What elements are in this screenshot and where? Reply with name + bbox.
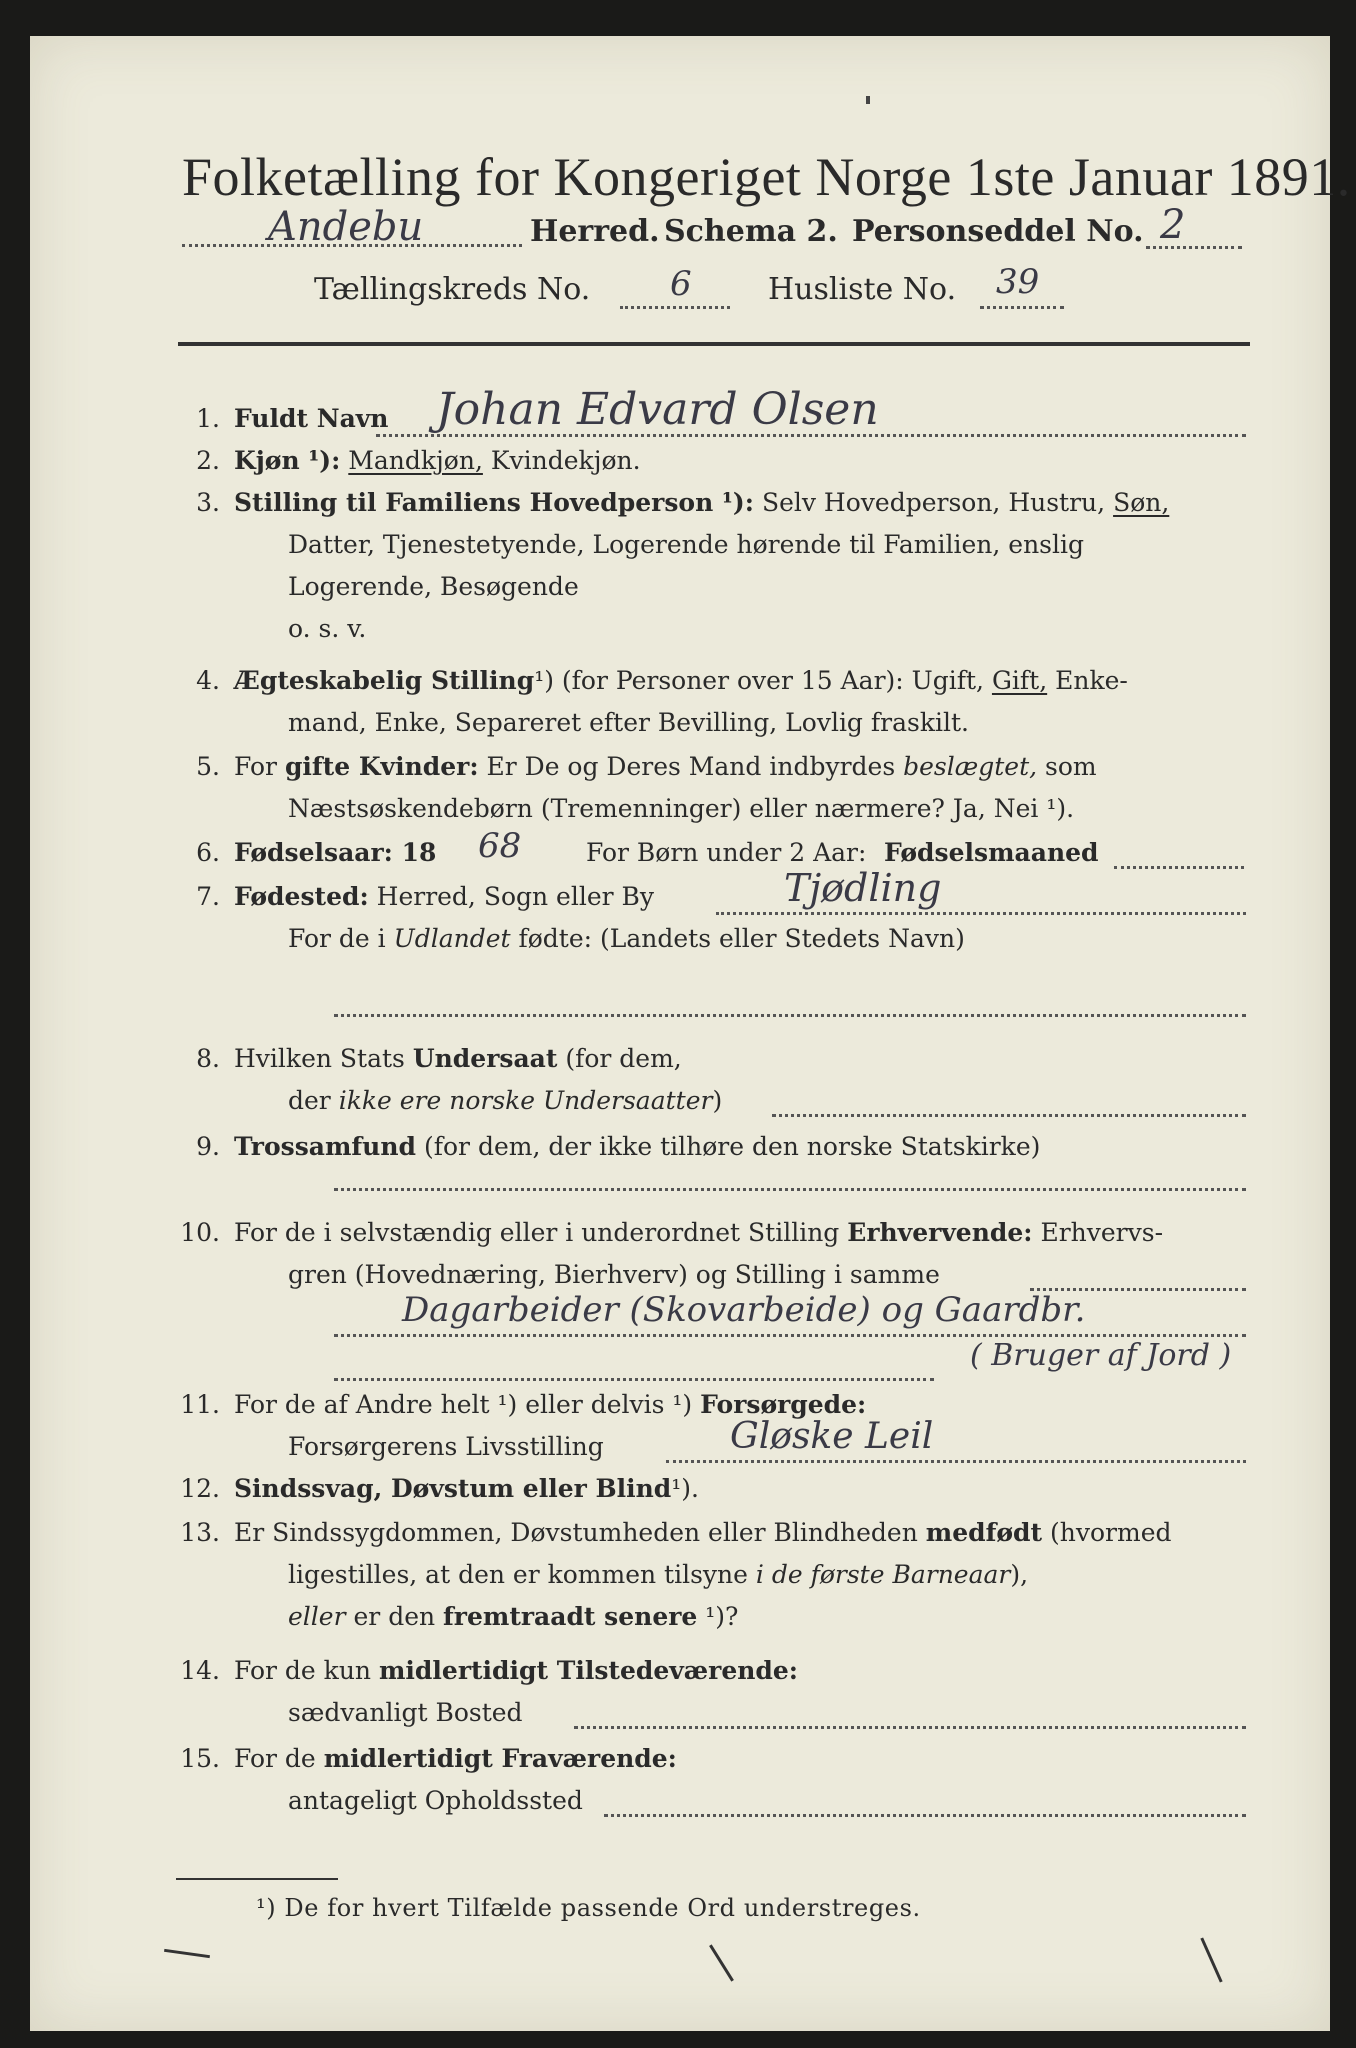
likely-residence-dotted-line: [604, 1814, 1246, 1817]
item-number: 11.: [180, 1390, 220, 1419]
marital-status-line2: mand, Enke, Separeret efter Bevilling, Lovlig fraskilt.: [288, 708, 969, 737]
religion-dotted-line: [334, 1188, 1246, 1191]
married-women-label: gifte Kvinder:: [284, 752, 479, 781]
citizenship-bold: Undersaat: [412, 1044, 558, 1073]
occupation-post: Erhvervs-: [1040, 1218, 1164, 1247]
citizenship-text: (for dem,: [565, 1044, 682, 1073]
herred-value: Andebu: [268, 204, 424, 250]
schema-label: Schema 2.: [664, 214, 838, 249]
ink-dot: [866, 96, 870, 104]
footnote-separator: [176, 1878, 338, 1880]
congenital-line2-italic: i de første Barneaar: [755, 1560, 1011, 1589]
kreds-dotted-line: [620, 306, 730, 309]
marital-status-options: ¹) (for Personer over 15 Aar): Ugift,: [534, 666, 984, 695]
abroad-italic: Udlandet: [393, 924, 511, 953]
occupation-pre: For de i selvstændig eller i underordnet Stilling: [234, 1218, 840, 1247]
supported-pre: For de af Andre helt ¹) eller delvis ¹): [234, 1390, 693, 1419]
occupation-value-1: Dagarbeider (Skovarbeide) og Gaardbr.: [402, 1290, 1086, 1330]
herred-label: Herred.: [530, 214, 660, 249]
full-name-label: Fuldt Navn: [234, 404, 389, 433]
provider-occupation-label: Forsørgerens Livsstilling: [288, 1432, 604, 1461]
usual-residence-dotted-line: [574, 1726, 1246, 1729]
husliste-dotted-line: [980, 306, 1064, 309]
item-number: 7.: [196, 882, 220, 911]
item-number: 3.: [196, 488, 220, 517]
ink-mark: [709, 1944, 734, 1981]
abroad-pre: For de i: [288, 924, 386, 953]
family-position-son: Søn,: [1113, 488, 1170, 517]
congenital-line3-pre: er den: [353, 1602, 436, 1631]
footnote: ¹) De for hvert Tilfælde passende Ord understreges.: [256, 1894, 921, 1922]
temp-present-bold: midlertidigt Tilstedeværende:: [378, 1656, 799, 1685]
temp-present-pre: For de kun: [234, 1656, 372, 1685]
birthplace-label: Fødested:: [234, 882, 369, 911]
supported-bold: Forsørgede:: [700, 1390, 867, 1419]
birthplace-dotted-line: [716, 912, 1246, 915]
census-form-page: [30, 36, 1351, 2031]
birth-month-prefix: For Børn under 2 Aar:: [586, 838, 867, 867]
personseddel-dotted-line: [1146, 246, 1242, 249]
married-women-som: som: [1045, 752, 1097, 781]
occupation-dotted-line-3: [334, 1378, 934, 1381]
item-number: 4.: [196, 666, 220, 695]
usual-residence-label: sædvanligt Bosted: [288, 1698, 523, 1727]
birth-month-label: Fødselsmaaned: [884, 838, 1099, 867]
item-number: 2.: [196, 446, 220, 475]
item-number: 14.: [180, 1656, 220, 1685]
item-number: 8.: [196, 1044, 220, 1073]
birth-month-dotted-line: [1114, 866, 1244, 869]
provider-occupation-value: Gløske Leil: [730, 1416, 934, 1457]
kreds-value: 6: [670, 264, 692, 304]
birth-year-value: 68: [478, 826, 522, 866]
item-number: 15.: [180, 1744, 220, 1773]
personseddel-label: Personseddel No.: [852, 214, 1144, 249]
abroad-dotted-line: [334, 1014, 1246, 1017]
abroad-post: fødte: (Landets eller Stedets Navn): [518, 924, 965, 953]
citizenship-line2-post: ): [712, 1086, 723, 1115]
citizenship-label: Hvilken Stats: [234, 1044, 405, 1073]
occupation-value-2: ( Bruger af Jord ): [970, 1338, 1232, 1373]
item-number: 9.: [196, 1132, 220, 1161]
birthplace-value: Tjødling: [784, 866, 942, 910]
congenital-pre: Er Sindssygdommen, Døvstumheden eller Blindheden: [234, 1518, 918, 1547]
citizenship-line2-italic: ikke ere norske Undersaatter: [338, 1086, 713, 1115]
family-position-line2: Datter, Tjenestetyende, Logerende hørende til Familien, enslig: [288, 530, 1085, 559]
congenital-line3-italic: eller: [288, 1602, 346, 1631]
citizenship-line2-pre: der: [288, 1086, 331, 1115]
citizenship-dotted-line: [772, 1114, 1246, 1117]
item-number: 1.: [196, 404, 220, 433]
married-women-line2: Næstsøskendebørn (Tremenninger) eller nærmere? Ja, Nei ¹).: [288, 794, 1075, 823]
congenital-line3-bold: fremtraadt senere: [443, 1602, 698, 1631]
disability-sup: ¹).: [671, 1474, 700, 1503]
sex-label: Kjøn ¹):: [234, 446, 341, 475]
religion-label: Trossamfund: [234, 1132, 417, 1161]
congenital-post: (hvormed: [1050, 1518, 1172, 1547]
husliste-value: 39: [996, 262, 1040, 302]
marital-status-widower: Enke-: [1055, 666, 1128, 695]
temp-absent-pre: For de: [234, 1744, 316, 1773]
family-position-label: Stilling til Familiens Hovedperson ¹):: [234, 488, 754, 517]
disability-label: Sindssvag, Døvstum eller Blind: [234, 1474, 672, 1503]
husliste-label: Husliste No.: [768, 272, 957, 307]
married-women-pre: For: [234, 752, 277, 781]
item-number: 12.: [180, 1474, 220, 1503]
item-number: 10.: [180, 1218, 220, 1247]
religion-text: (for dem, der ikke tilhøre den norske Statskirke): [423, 1132, 1041, 1161]
sex-option-male: Mandkjøn,: [348, 446, 483, 475]
ink-mark: [164, 1949, 210, 1958]
family-position-options: Selv Hovedperson, Hustru,: [761, 488, 1106, 517]
congenital-line2-pre: ligestilles, at den er kommen tilsyne: [288, 1560, 748, 1589]
family-position-line3: Logerende, Besøgende: [288, 572, 579, 601]
provider-dotted-line: [666, 1460, 1246, 1463]
marital-status-married: Gift,: [991, 666, 1048, 695]
full-name-value: Johan Edvard Olsen: [436, 384, 879, 435]
sex-option-female: Kvindekjøn.: [490, 446, 641, 475]
family-position-line4: o. s. v.: [288, 614, 367, 643]
congenital-line2-post: ),: [1010, 1560, 1029, 1589]
personseddel-value: 2: [1160, 202, 1186, 248]
occupation-bold: Erhvervende:: [847, 1218, 1033, 1247]
occupation-line2: gren (Hovednæring, Bierhverv) og Stilling i samme: [288, 1260, 940, 1289]
full-name-dotted-line: [376, 434, 1246, 437]
married-women-italic: beslægtet,: [903, 752, 1038, 781]
temp-absent-bold: midlertidigt Fraværende:: [323, 1744, 677, 1773]
item-number: 6.: [196, 838, 220, 867]
form-title: Folketælling for Kongeriget Norge 1ste Januar 1891.: [182, 147, 1351, 207]
item-number: 5.: [196, 752, 220, 781]
marital-status-label: Ægteskabelig Stilling: [234, 666, 535, 695]
birth-year-label: Fødselsaar: 18: [234, 838, 437, 867]
married-women-text: Er De og Deres Mand indbyrdes: [486, 752, 896, 781]
kreds-label: Tællingskreds No.: [314, 272, 591, 307]
ink-mark: [1200, 1937, 1222, 1982]
likely-residence-label: antageligt Opholdssted: [288, 1786, 583, 1815]
header-separator: [178, 342, 1250, 346]
item-number: 13.: [180, 1518, 220, 1547]
congenital-bold: medfødt: [925, 1518, 1043, 1547]
congenital-line3-post: ¹)?: [705, 1602, 739, 1631]
birthplace-text: Herred, Sogn eller By: [376, 882, 655, 911]
occupation-dotted-line-2: [334, 1334, 1246, 1337]
